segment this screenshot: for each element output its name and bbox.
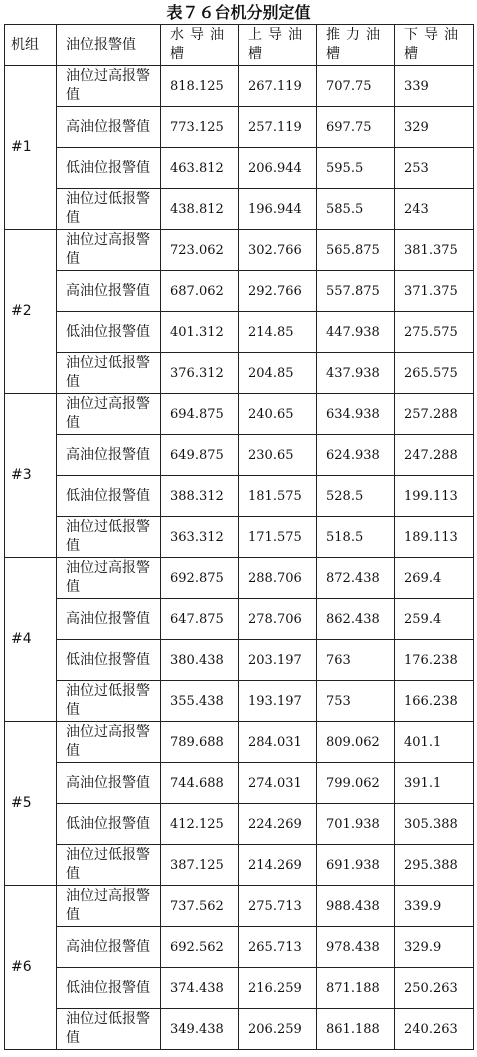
alarm-level-label: 高油位报警值: [57, 763, 161, 804]
upper-guide-value: 288.706: [239, 558, 317, 599]
alarm-level-label: 低油位报警值: [57, 640, 161, 681]
water-guide-value: 818.125: [161, 66, 239, 107]
table-row: [5, 148, 474, 189]
table-row: [5, 189, 474, 230]
water-guide-value: 376.312: [161, 353, 239, 394]
alarm-level-label: 高油位报警值: [57, 435, 161, 476]
table-row: [5, 435, 474, 476]
table-row: [5, 107, 474, 148]
alarm-level-label: 油位过低报警值: [57, 845, 161, 886]
upper-guide-value: 224.269: [239, 804, 317, 845]
thrust-value: 528.5: [317, 476, 395, 517]
water-guide-value: 438.812: [161, 189, 239, 230]
lower-guide-value: 339: [395, 66, 474, 107]
alarm-level-label: 油位过高报警值: [57, 394, 161, 435]
water-guide-value: 349.438: [161, 1009, 239, 1050]
table-row: [5, 968, 474, 1009]
table-row: [5, 640, 474, 681]
lower-guide-value: 176.238: [395, 640, 474, 681]
upper-guide-value: 257.119: [239, 107, 317, 148]
table-row: [5, 476, 474, 517]
water-guide-value: 388.312: [161, 476, 239, 517]
alarm-level-label: 高油位报警值: [57, 599, 161, 640]
table-row: [5, 845, 474, 886]
table-row: [5, 886, 474, 927]
unit-label: #3: [5, 394, 57, 558]
lower-guide-value: 339.9: [395, 886, 474, 927]
lower-guide-value: 243: [395, 189, 474, 230]
header-water-guide-tank: 水导油槽: [161, 25, 239, 66]
table-row: [5, 66, 474, 107]
thrust-value: 861.188: [317, 1009, 395, 1050]
alarm-level-label: 高油位报警值: [57, 107, 161, 148]
water-guide-value: 744.688: [161, 763, 239, 804]
water-guide-value: 694.875: [161, 394, 239, 435]
thrust-value: 978.438: [317, 927, 395, 968]
water-guide-value: 789.688: [161, 722, 239, 763]
lower-guide-value: 329: [395, 107, 474, 148]
table-row: [5, 230, 474, 271]
alarm-level-label: 油位过高报警值: [57, 230, 161, 271]
water-guide-value: 363.312: [161, 517, 239, 558]
alarm-level-label: 油位过高报警值: [57, 886, 161, 927]
alarm-level-label: 油位过低报警值: [57, 353, 161, 394]
thrust-value: 624.938: [317, 435, 395, 476]
alarm-level-label: 低油位报警值: [57, 476, 161, 517]
upper-guide-value: 171.575: [239, 517, 317, 558]
upper-guide-value: 196.944: [239, 189, 317, 230]
table-row: [5, 927, 474, 968]
upper-guide-value: 204.85: [239, 353, 317, 394]
water-guide-value: 647.875: [161, 599, 239, 640]
alarm-level-label: 油位过低报警值: [57, 1009, 161, 1050]
thrust-value: 763: [317, 640, 395, 681]
water-guide-value: 387.125: [161, 845, 239, 886]
thrust-value: 707.75: [317, 66, 395, 107]
unit-label: #1: [5, 66, 57, 230]
water-guide-value: 692.875: [161, 558, 239, 599]
alarm-level-label: 油位过低报警值: [57, 189, 161, 230]
alarm-level-label: 油位过高报警值: [57, 66, 161, 107]
thrust-value: 872.438: [317, 558, 395, 599]
lower-guide-value: 275.575: [395, 312, 474, 353]
table-row: [5, 681, 474, 722]
header-unit: 机组: [5, 25, 57, 66]
upper-guide-value: 274.031: [239, 763, 317, 804]
upper-guide-value: 275.713: [239, 886, 317, 927]
lower-guide-value: 259.4: [395, 599, 474, 640]
water-guide-value: 687.062: [161, 271, 239, 312]
lower-guide-value: 199.113: [395, 476, 474, 517]
thrust-value: 753: [317, 681, 395, 722]
thrust-value: 447.938: [317, 312, 395, 353]
thrust-value: 691.938: [317, 845, 395, 886]
unit-label: #2: [5, 230, 57, 394]
thrust-value: 862.438: [317, 599, 395, 640]
header-alarm-level: 油位报警值: [57, 25, 161, 66]
water-guide-value: 737.562: [161, 886, 239, 927]
lower-guide-value: 295.388: [395, 845, 474, 886]
alarm-level-label: 高油位报警值: [57, 271, 161, 312]
water-guide-value: 355.438: [161, 681, 239, 722]
upper-guide-value: 206.259: [239, 1009, 317, 1050]
lower-guide-value: 257.288: [395, 394, 474, 435]
table-row: [5, 804, 474, 845]
unit-label: #5: [5, 722, 57, 886]
upper-guide-value: 193.197: [239, 681, 317, 722]
lower-guide-value: 240.263: [395, 1009, 474, 1050]
lower-guide-value: 305.388: [395, 804, 474, 845]
water-guide-value: 723.062: [161, 230, 239, 271]
water-guide-value: 401.312: [161, 312, 239, 353]
table-row: [5, 517, 474, 558]
thrust-value: 988.438: [317, 886, 395, 927]
water-guide-value: 692.562: [161, 927, 239, 968]
lower-guide-value: 401.1: [395, 722, 474, 763]
lower-guide-value: 269.4: [395, 558, 474, 599]
upper-guide-value: 206.944: [239, 148, 317, 189]
upper-guide-value: 302.766: [239, 230, 317, 271]
header-upper-guide-tank: 上导油槽: [239, 25, 317, 66]
table-row: [5, 271, 474, 312]
water-guide-value: 649.875: [161, 435, 239, 476]
alarm-level-label: 高油位报警值: [57, 927, 161, 968]
alarm-level-label: 油位过高报警值: [57, 722, 161, 763]
thrust-value: 565.875: [317, 230, 395, 271]
water-guide-value: 773.125: [161, 107, 239, 148]
lower-guide-value: 329.9: [395, 927, 474, 968]
lower-guide-value: 371.375: [395, 271, 474, 312]
upper-guide-value: 240.65: [239, 394, 317, 435]
water-guide-value: 374.438: [161, 968, 239, 1009]
table-title: 表７６台机分别定值: [166, 3, 311, 22]
thrust-value: 697.75: [317, 107, 395, 148]
upper-guide-value: 181.575: [239, 476, 317, 517]
alarm-level-label: 低油位报警值: [57, 804, 161, 845]
table-body: [5, 25, 474, 1050]
header-lower-guide-tank: 下导油槽: [395, 25, 474, 66]
alarm-level-label: 油位过低报警值: [57, 681, 161, 722]
upper-guide-value: 216.259: [239, 968, 317, 1009]
upper-guide-value: 278.706: [239, 599, 317, 640]
alarm-level-label: 油位过高报警值: [57, 558, 161, 599]
water-guide-value: 463.812: [161, 148, 239, 189]
water-guide-value: 380.438: [161, 640, 239, 681]
upper-guide-value: 265.713: [239, 927, 317, 968]
thrust-value: 437.938: [317, 353, 395, 394]
thrust-value: 518.5: [317, 517, 395, 558]
upper-guide-value: 292.766: [239, 271, 317, 312]
table-row: [5, 353, 474, 394]
table-row: [5, 599, 474, 640]
table-row: [5, 394, 474, 435]
unit-label: #6: [5, 886, 57, 1050]
lower-guide-value: 166.238: [395, 681, 474, 722]
thrust-value: 701.938: [317, 804, 395, 845]
thrust-value: 595.5: [317, 148, 395, 189]
upper-guide-value: 267.119: [239, 66, 317, 107]
upper-guide-value: 214.269: [239, 845, 317, 886]
table-row: [5, 763, 474, 804]
alarm-level-label: 低油位报警值: [57, 148, 161, 189]
table-row: [5, 1009, 474, 1050]
thrust-value: 799.062: [317, 763, 395, 804]
upper-guide-value: 203.197: [239, 640, 317, 681]
water-guide-value: 412.125: [161, 804, 239, 845]
upper-guide-value: 214.85: [239, 312, 317, 353]
alarm-level-label: 低油位报警值: [57, 312, 161, 353]
thrust-value: 809.062: [317, 722, 395, 763]
upper-guide-value: 230.65: [239, 435, 317, 476]
unit-label: #4: [5, 558, 57, 722]
lower-guide-value: 381.375: [395, 230, 474, 271]
lower-guide-value: 247.288: [395, 435, 474, 476]
alarm-setpoint-table: [4, 24, 474, 1050]
thrust-value: 871.188: [317, 968, 395, 1009]
thrust-value: 634.938: [317, 394, 395, 435]
table-row: [5, 722, 474, 763]
upper-guide-value: 284.031: [239, 722, 317, 763]
alarm-level-label: 低油位报警值: [57, 968, 161, 1009]
table-row: [5, 558, 474, 599]
alarm-level-label: 油位过低报警值: [57, 517, 161, 558]
lower-guide-value: 265.575: [395, 353, 474, 394]
lower-guide-value: 391.1: [395, 763, 474, 804]
thrust-value: 585.5: [317, 189, 395, 230]
lower-guide-value: 253: [395, 148, 474, 189]
header-thrust-tank: 推力油槽: [317, 25, 395, 66]
header-row: [5, 25, 474, 66]
lower-guide-value: 250.263: [395, 968, 474, 1009]
thrust-value: 557.875: [317, 271, 395, 312]
lower-guide-value: 189.113: [395, 517, 474, 558]
table-row: [5, 312, 474, 353]
